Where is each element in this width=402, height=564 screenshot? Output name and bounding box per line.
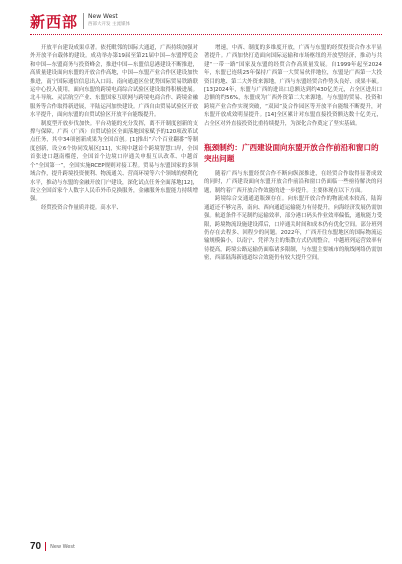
body-paragraph: 经贸投资合作量质并提。高水平、 [41,204,122,211]
page-number: 70 [30,541,42,552]
body-paragraph: 开放平台建设成果卓著。依托毗邻的国际大通道，广西持续加强对外开放平台载体的建设。成功举办第19届至第21届中国—东盟博览会和中国—东盟商务与投资峰会，推进中国—东盟信息港建设不断推进，高质量建设面向东盟的开放合作高地，中国—东盟产业合作区建设加快推进，南宁国际通信信息出入口局、南向通道区位优势国际贸易铁路联运中心投入使用，面向东盟的跨境电商综合试验区建设取得积极进展。北斗导航、灵活航空产业、东盟国家互联网与跨境电商合作、跨境金融服务等合作取得新进展，平陆运河加快建设。广西自由贸易试验区开放水平提升，面向东盟的自贸试验区开放平台能级提升。 [30,45,198,119]
body-paragraph: 跨境综合交通通道瓶颈存在。向东盟开放合作的物流成本较高，陆海通道还不够完善，南向、西向通道运输能力有待提升，向海经济发展仍需加强。航道条件不足制约运输效率，部分港口码头作业效率偏低，通航能力受限，跨境物流设施建设滞后，口岸通关时间和成本仍有优化空间。部分班列仍存在去程多、回程少的问题。2022年，广西开往东盟地区的国际物流运输规模偏小，以南宁、凭祥为主的集散方式仍需整合，中越班列运营效率有待提高，跨境公路运输仍面临诸多限制，与东盟主要城市的航线网络仍需加密，西部陆海新通道综合效能仍有较大提升空间。 [204,196,382,262]
logo-english: New West [88,13,118,20]
page-footer [30,541,75,552]
logo-tagline: 西部大开发 主流媒体 [88,22,130,27]
header-divider [30,34,382,36]
section-heading-line: 瓶颈制约：广西建设面向东盟开放合作前沿和窗口的 [204,143,379,153]
logo-subtitle-block [83,13,130,29]
section-heading [204,142,382,164]
body-paragraph: 制度型开放步伐加快。平台功能的充分发挥，离不开制度创新的支撑与保障。广西（广西）自贸试验区全面落地国家赋予的120项改革试点任务，其中34项创新成果为全国首创。[1]推出“六个百业翻番”等制度创新，设立6个协同发展区[11]，实现中越首个跨境智慧口岸，全国首张进口越南榴莲，全国首个边境口岸通关申报互认改革、中越首个“全国第一”，全国实施RCEP规则对接工程。贸易与东盟国家的多领域合作，提升跨境投资便利、物流通关、营商环境等六个领域的便利化水平，推动与东盟的金融开放门户建设，深化试点任务全面落地[12]，设立全国首家个人数字人民币外币兑换服务，金融服务东盟能力持续增强。 [30,120,198,203]
body-paragraph: 随着广西与东盟经贸合作不断向纵深推进，在经贸合作取得显著成效的同时，广西建设面向东盟开放合作前沿和窗口仍面临一些亟待解决的问题，制约着广西开放合作效能的进一步提升。主要体现在以下方面。 [204,171,382,194]
right-column [204,44,382,263]
footer-publication: New West [50,543,75,550]
masthead [30,10,130,32]
magazine-logo: 新西部 [30,12,79,31]
body-paragraph: 增速，中西、制度的多维度开放，广西与东盟的经贸投资合作水平显著提升。广西加快打造面向国际运输和市场枢纽的开放型经济，推动与共建“一带一路”国家及东盟的经贸合作高质量发展。自1999年起至2024年，东盟已连续25年保持广西第一大贸易伙伴地位，东盟是广西第一大投资目的地、第二大外资来源地，广西与东盟经贸合作势头良好、成果丰硕。[13]2024年，东盟与广西的进出口总额达到约430亿美元，占全区进出口总额的约56%，东盟成为广西外资第二大来源地。与东盟的贸易、投资和跨境产业合作实现突破，“双园”及合作园区等开放平台能级不断提升，对东盟开放成效明显提升。[14]全区累计对东盟直接投资额达数十亿美元，占全区对外直接投资比重持续提升，为深化合作奠定了坚实基础。 [204,45,382,127]
left-column [30,44,198,212]
section-heading-line: 突出问题 [204,154,235,164]
footer-separator [45,542,46,551]
